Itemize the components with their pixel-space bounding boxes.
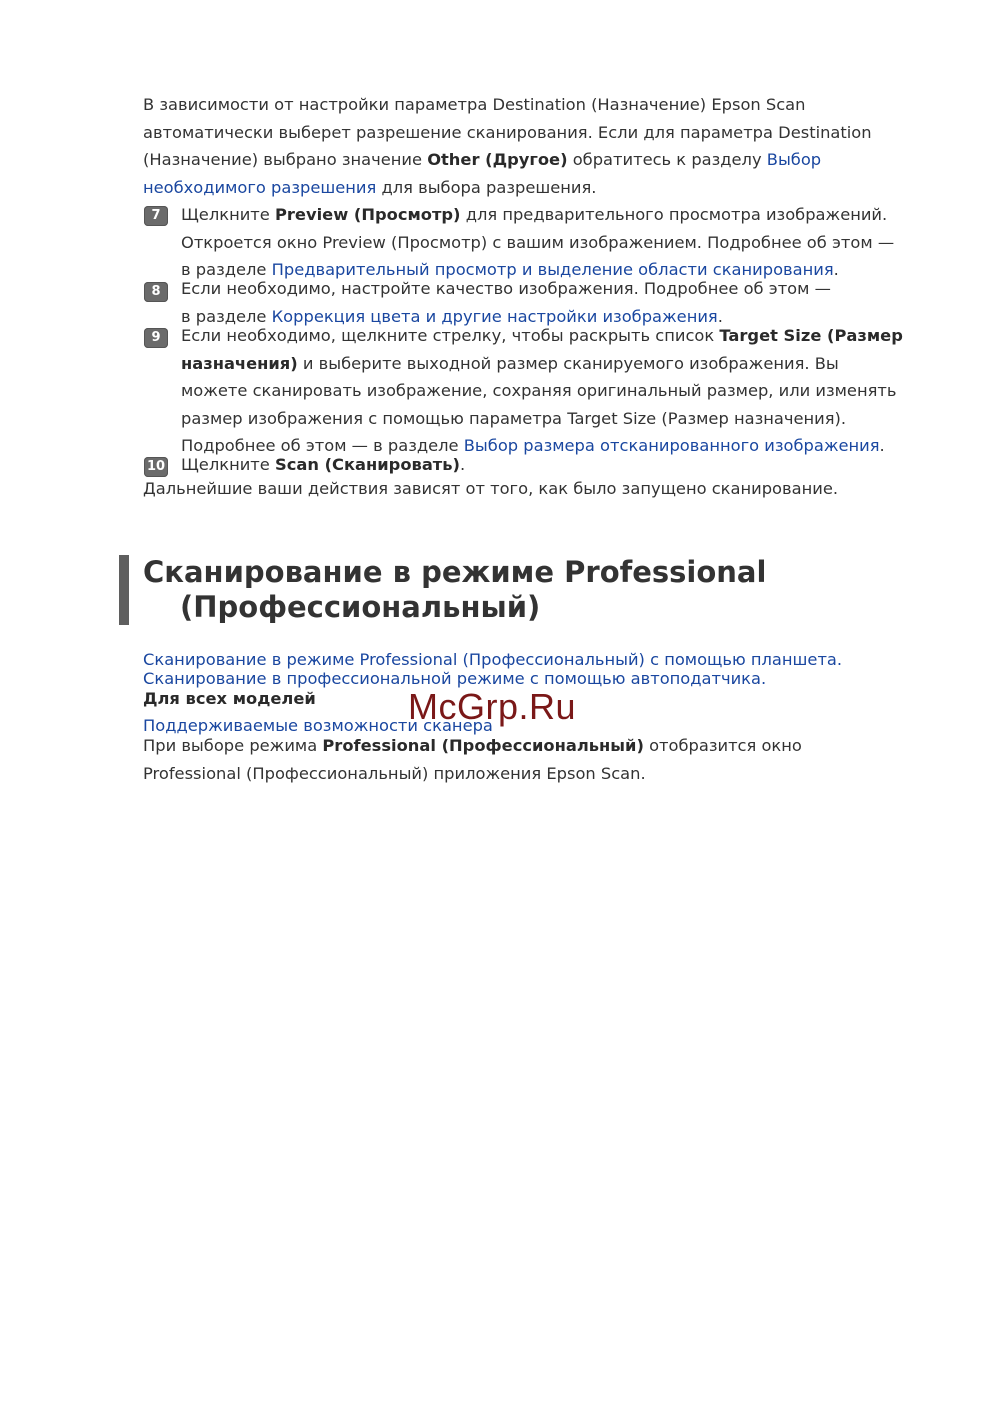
section-heading-bar [119, 555, 129, 625]
intro-line-4 [143, 174, 872, 202]
step-9-line-2 [181, 350, 903, 378]
step-9-line-1 [181, 322, 903, 350]
step-text: . [833, 260, 839, 279]
intro-line-1: В зависимости от настройки параметра Destination (Назначение) Epson Scan [143, 95, 806, 114]
after-steps-text: Дальнейшие ваши действия зависят от того, как было запущено сканирование. [143, 479, 839, 498]
step-7-line-1 [181, 201, 894, 229]
step-text: Щелкните [181, 455, 275, 474]
target-size-name: Target Size (Размер [719, 326, 903, 345]
intro-line-2: автоматически выберет разрешение сканирования. Если для параметра Destination [143, 122, 872, 142]
closing-line-2: Professional (Профессиональный) приложения Epson Scan. [143, 763, 646, 783]
resolution-link-cont[interactable]: необходимого разрешения [143, 177, 377, 197]
other-option: Other (Другое) [427, 150, 568, 169]
step-text: в разделе [181, 306, 272, 326]
scan-button-name: Scan (Сканировать) [274, 455, 460, 474]
step-8-line-1: Если необходимо, настройте качество изображения. Подробнее об этом — [181, 279, 831, 298]
watermark: McGrp.Ru [408, 686, 577, 727]
closing-line-1 [143, 732, 802, 760]
step-text: и выберите выходной размер сканируемого изображения. Вы [297, 353, 839, 373]
intro-text: обратитесь к разделу [567, 150, 767, 169]
target-size-name-cont: назначения) [181, 353, 298, 373]
closing-text: отобразится окно [643, 736, 802, 755]
intro-paragraph [143, 91, 872, 201]
step-number-badge: 9 [144, 328, 168, 348]
flatbed-scan-link[interactable]: Сканирование в режиме Professional (Профессиональный) с помощью планшета. [143, 650, 843, 669]
step-text: Если необходимо, щелкните стрелку, чтобы раскрыть список [181, 326, 720, 345]
color-correction-link[interactable]: Коррекция цвета и другие настройки изображения [271, 306, 718, 326]
intro-text: для выбора разрешения. [376, 177, 597, 197]
step-number-badge: 8 [144, 282, 168, 302]
step-7-line-2: Откроется окно Preview (Просмотр) с вашим изображением. Подробнее об этом — [181, 232, 895, 252]
all-models-label: Для всех моделей [143, 689, 316, 708]
section-title-line-2: (Профессиональный) [180, 590, 541, 624]
step-number-badge: 7 [144, 206, 168, 226]
step-text: . [459, 455, 466, 474]
step-text: в разделе [181, 260, 272, 279]
step-7-text [181, 201, 894, 284]
step-9-text [181, 322, 903, 460]
step-text: для предварительного просмотра изображений. [460, 205, 888, 224]
professional-mode-name: Professional (Профессиональный) [322, 736, 644, 755]
closing-paragraph [143, 732, 802, 787]
section-heading [143, 555, 766, 625]
step-9-line-4: размер изображения с помощью параметра Target Size (Размер назначения). [181, 408, 847, 428]
supported-features-link[interactable]: Поддерживаемые возможности сканера [143, 716, 493, 735]
step-text: . [879, 436, 885, 455]
intro-text: (Назначение) выбрано значение [143, 150, 428, 169]
adf-scan-link[interactable]: Сканирование в профессиональной режиме с помощью автоподатчика. [143, 669, 767, 688]
target-size-link[interactable]: Выбор размера отсканированного изображения [463, 436, 880, 455]
step-number-badge: 10 [144, 457, 168, 477]
step-text: . [717, 306, 723, 326]
resolution-link[interactable]: Выбор [766, 150, 822, 169]
closing-text: При выборе режима [143, 736, 323, 755]
step-text: Подробнее об этом — в разделе [181, 436, 464, 455]
step-text: Щелкните [181, 205, 275, 224]
step-9-line-3: можете сканировать изображение, сохраняя оригинальный размер, или изменять [181, 381, 897, 400]
section-title-line-1: Сканирование в режиме Professional [143, 555, 767, 589]
preview-button-name: Preview (Просмотр) [274, 205, 461, 224]
preview-section-link[interactable]: Предварительный просмотр и выделение области сканирования [271, 260, 834, 279]
intro-line-3 [143, 146, 872, 174]
